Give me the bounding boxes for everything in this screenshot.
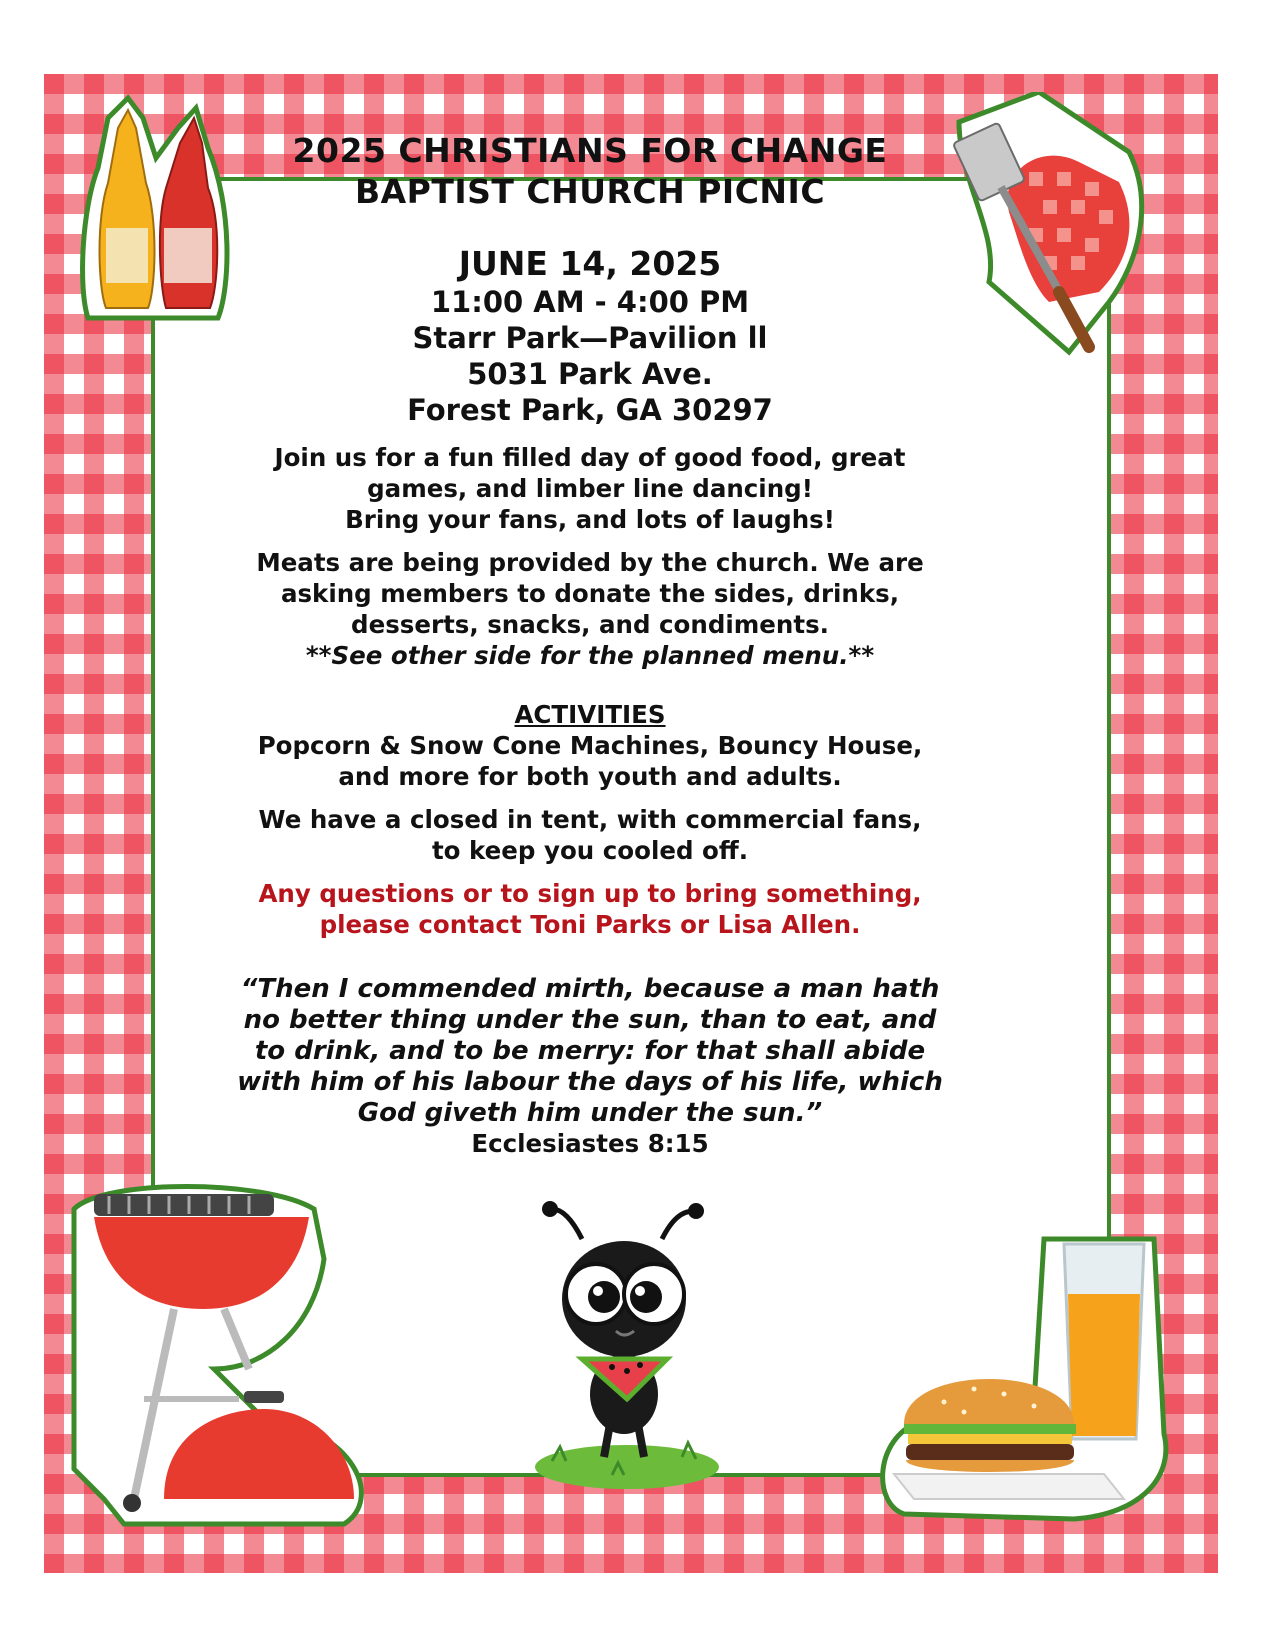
intro-line-1: Join us for a fun filled day of good food, great <box>274 443 906 472</box>
event-city: Forest Park, GA 30297 <box>407 393 773 427</box>
event-date: JUNE 14, 2025 <box>458 244 722 283</box>
activities-line-1: Popcorn & Snow Cone Machines, Bouncy House, <box>257 731 923 760</box>
scripture-quote <box>150 974 1030 1129</box>
scripture-reference: Ecclesiastes 8:15 <box>471 1129 709 1158</box>
event-address: 5031 Park Ave. <box>467 357 713 391</box>
event-time: 11:00 AM - 4:00 PM <box>430 285 750 319</box>
burger-juice-icon <box>874 1224 1174 1524</box>
activities-heading: ACTIVITIES <box>514 700 666 729</box>
scripture-line-5: God giveth him under the sun.” <box>357 1098 823 1128</box>
scripture-line-4: with him of his labour the days of his life, which <box>237 1067 943 1097</box>
activities-paragraph <box>150 730 1030 792</box>
title-line-2: BAPTIST CHURCH PICNIC <box>354 172 826 211</box>
activities-line-2: and more for both youth and adults. <box>338 762 842 791</box>
tent-line-2: to keep you cooled off. <box>431 836 749 865</box>
intro-paragraph <box>150 442 1030 535</box>
menu-note: **See other side for the planned menu.** <box>305 641 875 670</box>
meats-line-1: Meats are being provided by the church. We are <box>256 548 924 577</box>
event-venue: Starr Park—Pavilion ll <box>412 321 768 355</box>
contact-paragraph <box>150 878 1030 940</box>
intro-line-2: games, and limber line dancing! <box>367 474 813 503</box>
grill-icon <box>64 1169 364 1529</box>
ant-watermelon-icon <box>512 1199 742 1499</box>
scripture-line-3: to drink, and to be merry: for that shall abide <box>254 1036 926 1066</box>
intro-line-3: Bring your fans, and lots of laughs! <box>345 505 835 534</box>
meats-line-3: desserts, snacks, and condiments. <box>351 610 829 639</box>
scripture-line-2: no better thing under the sun, than to eat, and <box>243 1005 937 1035</box>
scripture-line-1: “Then I commended mirth, because a man hath <box>240 974 940 1004</box>
flyer-text <box>150 130 1030 1159</box>
tent-paragraph <box>150 804 1030 866</box>
meats-paragraph <box>150 547 1030 671</box>
tent-line-1: We have a closed in tent, with commercial fans, <box>258 805 922 834</box>
contact-line-2: please contact Toni Parks or Lisa Allen. <box>319 910 861 939</box>
meats-line-2: asking members to donate the sides, drinks, <box>280 579 900 608</box>
title-line-1: 2025 CHRISTIANS FOR CHANGE <box>292 131 888 170</box>
contact-line-1: Any questions or to sign up to bring something, <box>258 879 922 908</box>
